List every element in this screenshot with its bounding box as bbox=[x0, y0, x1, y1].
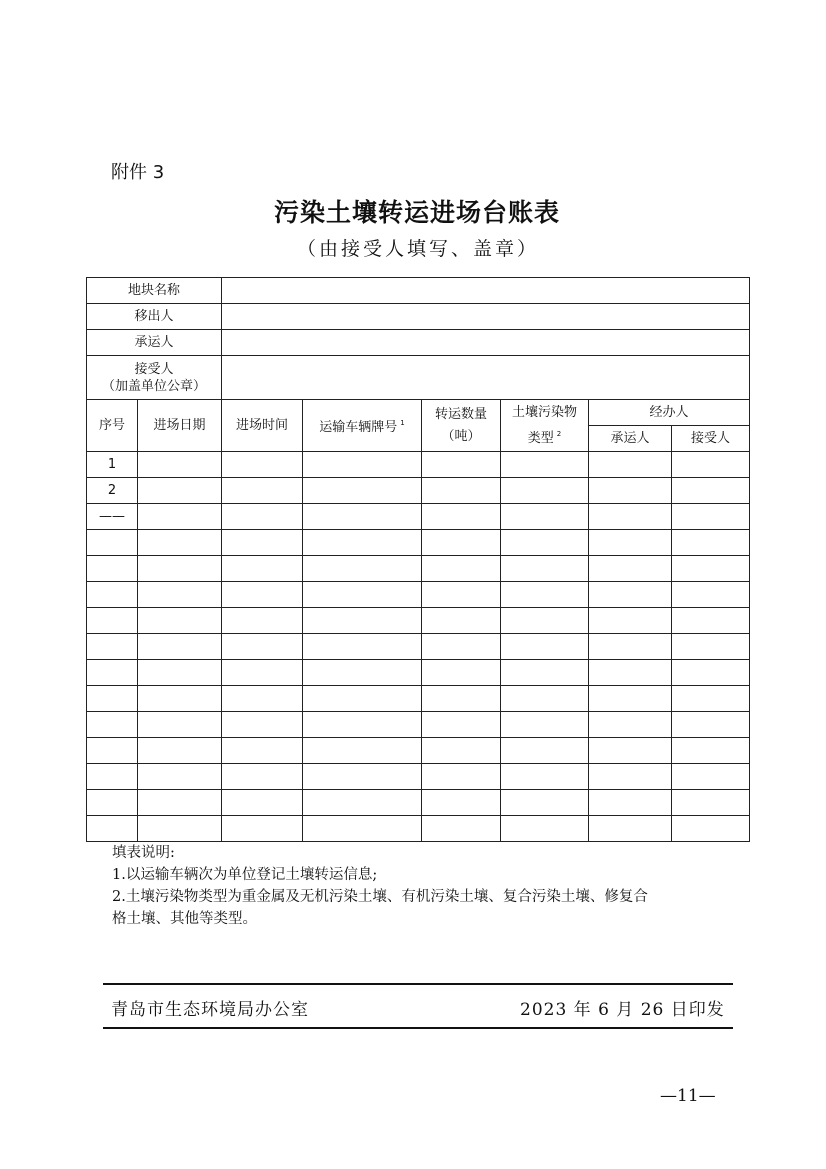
table-cell[interactable] bbox=[138, 712, 222, 738]
table-row bbox=[87, 660, 750, 686]
header-row-1 bbox=[87, 400, 750, 426]
table-cell[interactable] bbox=[422, 790, 501, 816]
row-seq-cell bbox=[87, 686, 138, 712]
table-row bbox=[87, 764, 750, 790]
col-header-entry-time: 进场时间 bbox=[222, 400, 303, 452]
table-cell[interactable] bbox=[222, 764, 303, 790]
table-cell[interactable] bbox=[672, 764, 750, 790]
table-cell[interactable] bbox=[672, 660, 750, 686]
table-row bbox=[87, 608, 750, 634]
quantity-line1: 转运数量 bbox=[435, 407, 488, 422]
attachment-label: 附件 3 bbox=[111, 162, 165, 183]
plot-name-field[interactable] bbox=[222, 278, 750, 304]
table-cell[interactable] bbox=[138, 608, 222, 634]
table-cell[interactable] bbox=[222, 504, 303, 530]
table-cell[interactable] bbox=[303, 816, 422, 842]
table-cell[interactable] bbox=[589, 764, 672, 790]
table-row bbox=[87, 530, 750, 556]
document-subtitle: （由接受人填写、盖章） bbox=[296, 238, 539, 260]
mover-field[interactable] bbox=[222, 304, 750, 330]
table-cell[interactable] bbox=[222, 660, 303, 686]
page-number: —11— bbox=[660, 1086, 716, 1106]
col-header-handler-carrier: 承运人 bbox=[589, 426, 672, 452]
table-cell[interactable] bbox=[303, 608, 422, 634]
table-cell[interactable] bbox=[138, 556, 222, 582]
table-row bbox=[87, 582, 750, 608]
table-row bbox=[87, 556, 750, 582]
info-row-receiver bbox=[87, 356, 750, 400]
table-cell[interactable] bbox=[222, 686, 303, 712]
table-cell[interactable] bbox=[501, 582, 589, 608]
table-cell[interactable] bbox=[138, 790, 222, 816]
table-cell[interactable] bbox=[222, 608, 303, 634]
ledger-table bbox=[86, 277, 750, 842]
table-cell[interactable] bbox=[672, 452, 750, 478]
table-cell[interactable] bbox=[138, 478, 222, 504]
col-header-vehicle-plate bbox=[303, 400, 422, 452]
table-cell[interactable] bbox=[222, 634, 303, 660]
table-cell[interactable] bbox=[589, 712, 672, 738]
table-cell[interactable] bbox=[589, 452, 672, 478]
table-cell[interactable] bbox=[589, 816, 672, 842]
table-cell[interactable] bbox=[589, 504, 672, 530]
receiver-label-line2: （加盖单位公章） bbox=[102, 378, 207, 394]
quantity-line2: （吨） bbox=[441, 429, 481, 444]
vehicle-plate-text: 运输车辆牌号 bbox=[319, 420, 398, 435]
table-cell[interactable] bbox=[422, 608, 501, 634]
table-cell[interactable] bbox=[222, 712, 303, 738]
table-cell[interactable] bbox=[138, 660, 222, 686]
pollutant-line1: 土壤污染物 bbox=[512, 405, 578, 420]
col-header-handler-group: 经办人 bbox=[589, 400, 750, 426]
table-row bbox=[87, 478, 750, 504]
table-cell[interactable] bbox=[501, 634, 589, 660]
table-cell[interactable] bbox=[422, 712, 501, 738]
table-cell[interactable] bbox=[303, 660, 422, 686]
table-cell[interactable] bbox=[672, 712, 750, 738]
table-cell[interactable] bbox=[589, 686, 672, 712]
footnote-marker-1: 1 bbox=[400, 419, 405, 427]
row-seq-cell bbox=[87, 712, 138, 738]
table-cell[interactable] bbox=[672, 790, 750, 816]
receiver-field[interactable] bbox=[222, 356, 750, 400]
table-cell[interactable] bbox=[501, 660, 589, 686]
table-cell[interactable] bbox=[422, 530, 501, 556]
table-cell[interactable] bbox=[222, 452, 303, 478]
table-row bbox=[87, 686, 750, 712]
table-cell[interactable] bbox=[303, 790, 422, 816]
table-row bbox=[87, 712, 750, 738]
table-cell[interactable] bbox=[672, 686, 750, 712]
table-cell[interactable] bbox=[303, 712, 422, 738]
table-cell[interactable] bbox=[672, 556, 750, 582]
table-cell[interactable] bbox=[672, 738, 750, 764]
row-seq-cell: —— bbox=[87, 504, 138, 530]
table-cell[interactable] bbox=[138, 764, 222, 790]
table-cell[interactable] bbox=[589, 582, 672, 608]
table-cell[interactable] bbox=[501, 738, 589, 764]
table-cell[interactable] bbox=[422, 738, 501, 764]
table-cell[interactable] bbox=[303, 634, 422, 660]
notes-item-2-line1: 2.土壤污染物类型为重金属及无机污染土壤、有机污染土壤、复合污染土壤、修复合 bbox=[112, 889, 648, 905]
table-cell[interactable] bbox=[589, 478, 672, 504]
table-cell[interactable] bbox=[501, 504, 589, 530]
plot-name-label: 地块名称 bbox=[87, 278, 222, 304]
row-seq-cell bbox=[87, 530, 138, 556]
table-cell[interactable] bbox=[501, 686, 589, 712]
table-cell[interactable] bbox=[222, 478, 303, 504]
table-cell[interactable] bbox=[222, 530, 303, 556]
col-header-pollutant-type bbox=[501, 400, 589, 452]
table-cell[interactable] bbox=[589, 530, 672, 556]
table-cell[interactable] bbox=[501, 608, 589, 634]
table-cell[interactable] bbox=[501, 478, 589, 504]
fill-instructions bbox=[112, 842, 737, 930]
table-cell[interactable] bbox=[422, 634, 501, 660]
row-seq-cell bbox=[87, 582, 138, 608]
table-cell[interactable] bbox=[138, 738, 222, 764]
info-row-carrier bbox=[87, 330, 750, 356]
table-cell[interactable] bbox=[303, 530, 422, 556]
table-cell[interactable] bbox=[422, 660, 501, 686]
col-header-quantity bbox=[422, 400, 501, 452]
notes-item-1: 1.以运输车辆次为单位登记土壤转运信息; bbox=[112, 867, 378, 883]
row-seq-cell bbox=[87, 634, 138, 660]
table-cell[interactable] bbox=[501, 816, 589, 842]
row-seq-cell bbox=[87, 738, 138, 764]
row-seq-cell bbox=[87, 660, 138, 686]
table-cell[interactable] bbox=[138, 686, 222, 712]
table-cell[interactable] bbox=[501, 764, 589, 790]
col-header-handler-receiver: 接受人 bbox=[672, 426, 750, 452]
table-row bbox=[87, 634, 750, 660]
table-cell[interactable] bbox=[501, 452, 589, 478]
table-cell[interactable] bbox=[589, 790, 672, 816]
table-cell[interactable] bbox=[422, 582, 501, 608]
table-cell[interactable] bbox=[501, 530, 589, 556]
table-cell[interactable] bbox=[501, 790, 589, 816]
footer-top-rule bbox=[103, 983, 733, 985]
info-row-mover bbox=[87, 304, 750, 330]
table-cell[interactable] bbox=[422, 452, 501, 478]
table-cell[interactable] bbox=[222, 582, 303, 608]
table-cell[interactable] bbox=[589, 660, 672, 686]
table-cell[interactable] bbox=[303, 556, 422, 582]
mover-label: 移出人 bbox=[87, 304, 222, 330]
col-header-seq: 序号 bbox=[87, 400, 138, 452]
table-cell[interactable] bbox=[138, 634, 222, 660]
table-cell[interactable] bbox=[222, 790, 303, 816]
notes-item-2-line2: 格土壤、其他等类型。 bbox=[112, 911, 257, 927]
table-cell[interactable] bbox=[303, 452, 422, 478]
table-cell[interactable] bbox=[672, 504, 750, 530]
table-row bbox=[87, 816, 750, 842]
table-cell[interactable] bbox=[138, 582, 222, 608]
table-cell[interactable] bbox=[672, 634, 750, 660]
table-cell[interactable] bbox=[422, 478, 501, 504]
row-seq-cell: 1 bbox=[87, 452, 138, 478]
table-cell[interactable] bbox=[422, 504, 501, 530]
table-cell[interactable] bbox=[672, 582, 750, 608]
table-cell[interactable] bbox=[589, 738, 672, 764]
table-cell[interactable] bbox=[138, 504, 222, 530]
table-cell[interactable] bbox=[501, 556, 589, 582]
table-cell[interactable] bbox=[589, 608, 672, 634]
table-cell[interactable] bbox=[422, 556, 501, 582]
row-seq-cell: 2 bbox=[87, 478, 138, 504]
table-cell[interactable] bbox=[303, 504, 422, 530]
table-cell[interactable] bbox=[672, 608, 750, 634]
table-cell[interactable] bbox=[222, 816, 303, 842]
table-cell[interactable] bbox=[138, 530, 222, 556]
table-cell[interactable] bbox=[222, 738, 303, 764]
footnote-marker-2: 2 bbox=[556, 430, 562, 438]
table-cell[interactable] bbox=[303, 582, 422, 608]
table-cell[interactable] bbox=[422, 764, 501, 790]
footer-bottom-rule bbox=[103, 1027, 733, 1029]
table-cell[interactable] bbox=[589, 634, 672, 660]
row-seq-cell bbox=[87, 790, 138, 816]
table-cell[interactable] bbox=[672, 816, 750, 842]
info-row-plot-name bbox=[87, 278, 750, 304]
table-row bbox=[87, 738, 750, 764]
table-cell[interactable] bbox=[589, 556, 672, 582]
receiver-label-line1: 接受人 bbox=[134, 361, 174, 377]
row-seq-cell bbox=[87, 556, 138, 582]
table-cell[interactable] bbox=[303, 686, 422, 712]
table-cell[interactable] bbox=[222, 556, 303, 582]
table-cell[interactable] bbox=[138, 816, 222, 842]
table-cell[interactable] bbox=[501, 712, 589, 738]
issue-date: 2023 年 6 月 26 日印发 bbox=[520, 1000, 725, 1020]
table-cell[interactable] bbox=[303, 738, 422, 764]
row-seq-cell bbox=[87, 764, 138, 790]
table-cell[interactable] bbox=[303, 478, 422, 504]
table-cell[interactable] bbox=[422, 816, 501, 842]
document-title: 污染土壤转运进场台账表 bbox=[273, 198, 560, 227]
table-row bbox=[87, 504, 750, 530]
table-cell[interactable] bbox=[672, 530, 750, 556]
col-header-entry-date: 进场日期 bbox=[138, 400, 222, 452]
notes-heading: 填表说明: bbox=[112, 845, 175, 861]
table-cell[interactable] bbox=[422, 686, 501, 712]
carrier-label: 承运人 bbox=[87, 330, 222, 356]
row-seq-cell bbox=[87, 816, 138, 842]
issuer-name: 青岛市生态环境局办公室 bbox=[111, 1000, 309, 1020]
receiver-label bbox=[87, 356, 222, 400]
carrier-field[interactable] bbox=[222, 330, 750, 356]
row-seq-cell bbox=[87, 608, 138, 634]
pollutant-line2: 类型 $^2$ bbox=[527, 430, 562, 446]
data-rows bbox=[87, 452, 750, 842]
table-cell[interactable] bbox=[303, 764, 422, 790]
table-row bbox=[87, 452, 750, 478]
table-row bbox=[87, 790, 750, 816]
table-cell[interactable] bbox=[672, 478, 750, 504]
table-cell[interactable] bbox=[138, 452, 222, 478]
